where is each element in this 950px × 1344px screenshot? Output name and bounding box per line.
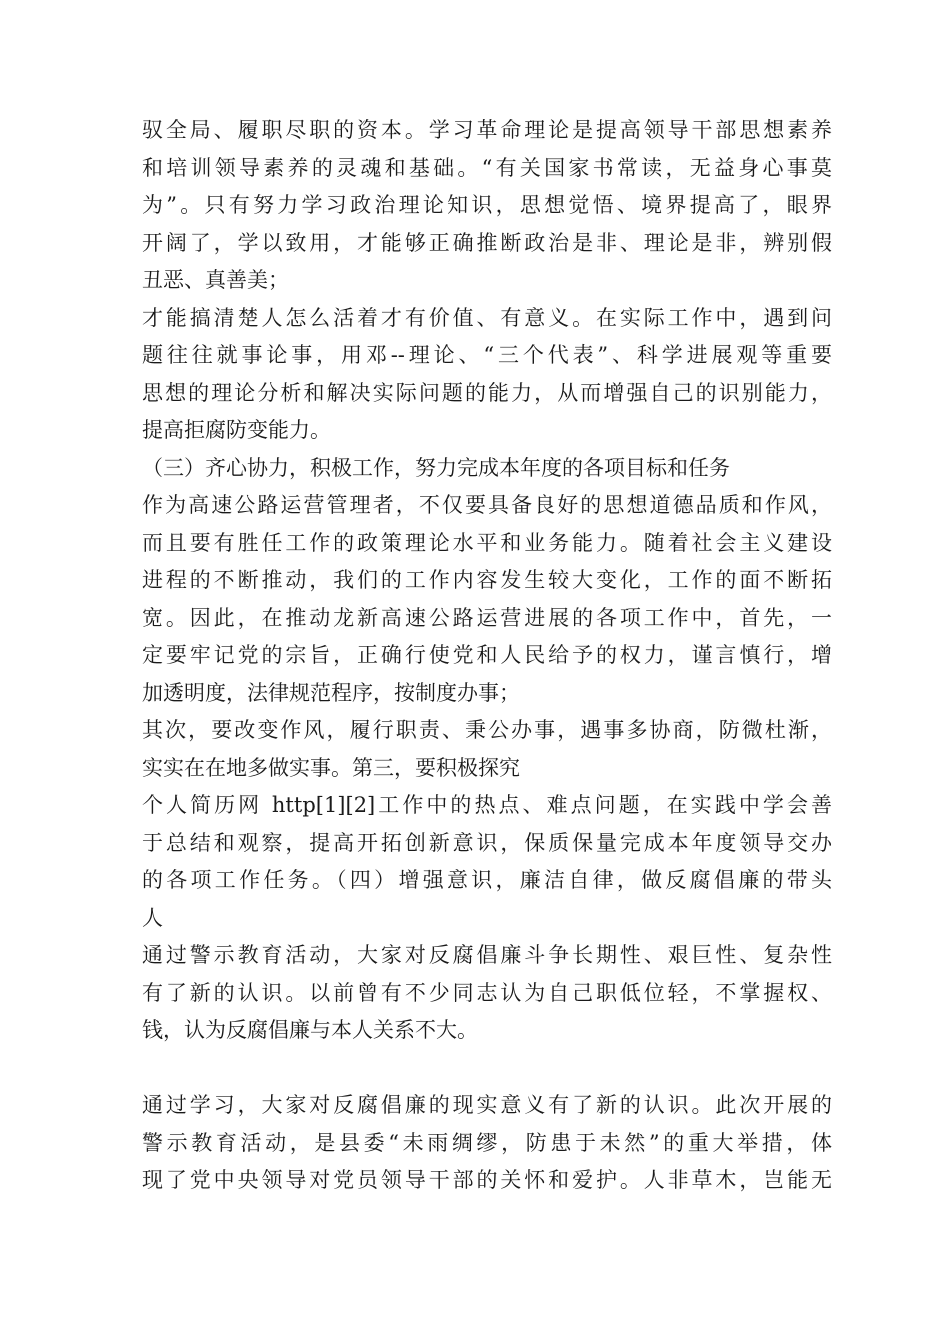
text-line: 思想的理论分析和解决实际问题的能力，从而增强自己的识别能力， [142, 380, 832, 405]
text-line: 其次，要改变作风，履行职责、秉公办事，遇事多协商，防微杜渐， [142, 718, 832, 742]
text-line: 作为高速公路运营管理者，不仅要具备良好的思想道德品质和作风， [142, 493, 832, 517]
text-line: 个人简历网 http[1][2]工作中的热点、难点问题，在实践中学会善 [142, 793, 832, 817]
text-line: 进程的不断推动，我们的工作内容发生较大变化，工作的面不断拓 [142, 568, 832, 592]
text-line: 加透明度，法律规范程序，按制度办事； [142, 680, 520, 705]
text-line: 丑恶、真善美； [142, 268, 289, 292]
text-line: 通过警示教育活动，大家对反腐倡廉斗争长期性、艰巨性、复杂性 [142, 943, 832, 967]
blank-line [142, 1050, 832, 1088]
text-line: 定要牢记党的宗旨，正确行使党和人民给予的权力，谨言慎行，增 [142, 643, 832, 667]
text-line: 有了新的认识。以前曾有不少同志认为自己职低位轻，不掌握权、 [142, 980, 832, 1005]
text-line: 宽。因此，在推动龙新高速公路运营进展的各项工作中，首先，一 [142, 605, 832, 630]
text-line: 才能搞清楚人怎么活着才有价值、有意义。在实际工作中，遇到问 [142, 305, 832, 330]
text-line: 的各项工作任务。（四）增强意识，廉洁自律，做反腐倡廉的带头 [142, 868, 832, 892]
text-line: （三）齐心协力，积极工作，努力完成本年度的各项目标和任务 [142, 455, 730, 480]
document-body [142, 112, 832, 1200]
text-line: 人 [142, 905, 163, 930]
text-line: 实实在在地多做实事。第三，要积极探究 [142, 755, 520, 780]
text-line: 通过学习，大家对反腐倡廉的现实意义有了新的认识。此次开展的 [142, 1093, 832, 1117]
text-line: 于总结和观察，提高开拓创新意识，保质保量完成本年度领导交办 [142, 830, 832, 855]
text-line: 而且要有胜任工作的政策理论水平和业务能力。随着社会主义建设 [142, 530, 832, 555]
text-line: 开阔了，学以致用，才能够正确推断政治是非、理论是非，辨别假 [142, 230, 832, 255]
text-line: 驭全局、履职尽职的资本。学习革命理论是提高领导干部思想素养 [142, 118, 832, 142]
text-line: 警示教育活动，是县委“未雨绸缪，防患于未然”的重大举措，体 [142, 1130, 832, 1155]
text-line: 为”。只有努力学习政治理论知识，思想觉悟、境界提高了，眼界 [142, 193, 832, 217]
text-line: 钱，认为反腐倡廉与本人关系不大。 [142, 1018, 478, 1042]
text-line: 题往往就事论事，用邓--理论、“三个代表”、科学进展观等重要 [142, 343, 832, 367]
text-line: 和培训领导素养的灵魂和基础。“有关国家书常读，无益身心事莫 [142, 155, 832, 180]
text-line: 提高拒腐防变能力。 [142, 418, 331, 442]
text-line: 现了党中央领导对党员领导干部的关怀和爱护。人非草木，岂能无 [142, 1168, 832, 1192]
